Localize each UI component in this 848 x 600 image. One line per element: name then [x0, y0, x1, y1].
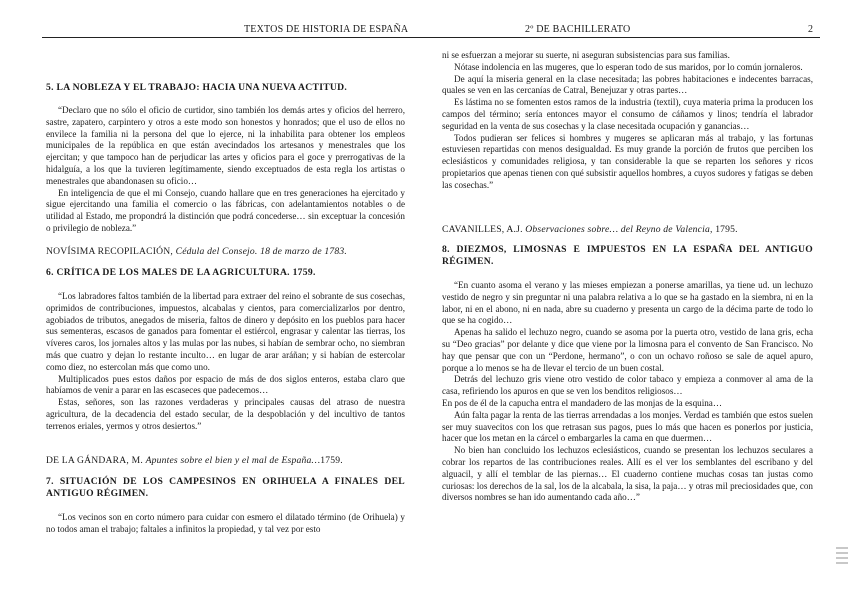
header-rule — [42, 37, 820, 38]
section-7-paragraph-1-continued: ni se esfuerzan a mejorar su suerte, ni aseguran subsistencias para sus familias. — [442, 50, 730, 60]
section-8-paragraph-5: Aún falta pagar la renta de las tierras arrendadas a los monjes. Verdad es también que estos suelen ser muy suavecitos con los que retrasan sus pagos, pues lo más que hacen es ponerlos por justicia, hacer que los metan en la cárcel o embargarles la cama en que duermen… — [442, 409, 813, 444]
section-7-source — [442, 224, 738, 236]
section-8-paragraph-1: “En cuanto asoma el verano y las mieses empiezan a ponerse amarillas, ya tiene ud. un lechuzo vestido de negro y sin preguntar ni una palabra relativa a lo que se ha gastado en la siembra, ni en la labor, ni en el abono, ni en nada, abre su cuaderno y presenta un cargo de la décima parte de todo lo que se ha cogido… — [442, 280, 813, 326]
section-7-paragraph-3: De aquí la miseria general en la clase necesitada; las pobres habitaciones e indecentes barracas, quales se ven en las cercanías de Catral, Benejuzar y otras partes… — [442, 73, 813, 96]
header-left-title: TEXTOS DE HISTORIA DE ESPAÑA — [244, 24, 409, 35]
section-7-source-author: CAVANILLES, A.J. — [442, 224, 523, 235]
scroll-grip-line — [836, 557, 848, 559]
section-8-paragraph-2: Apenas ha salido el lechuzo negro, cuando se asoma por la puerta otro, vestido de lana gris, echa su “Deo gracias” por delante y dice que viene por la limosna para el convento de San Francisco. No hay que pensar que con un “Perdone, hermano”, o con un ochavo roñoso se sale de aquel apuro, porque a lo menos se ha de llevar el tercio de un buen costal. — [442, 327, 813, 373]
page-number: 2 — [808, 24, 814, 35]
section-7-title: 7. SITUACIÓN DE LOS CAMPESINOS EN ORIHUELA A FINALES DEL ANTIGUO RÉGIMEN. — [46, 476, 405, 499]
section-5-body — [46, 105, 405, 235]
section-7-paragraph-1: “Los vecinos son en corto número para cuidar con esmero el dilatado término (de Orihuela) y no todos aman el trabajo; faltales a infinitos la propiedad, y tal vez por esto — [46, 512, 405, 534]
section-6-body — [46, 291, 405, 433]
section-7-source-year: 1795. — [715, 224, 738, 235]
section-6-title: 6. CRÍTICA DE LOS MALES DE LA AGRICULTURA. 1759. — [46, 267, 316, 278]
scroll-grip-line — [836, 552, 848, 554]
section-8-paragraph-6: No bien han concluido los lechuzos eclesiásticos, cuando se presentan los lechuzos seculares a cobrar los repartos de las contribuciones reales. Allí es el ver los semblantes del escribano y del alguacil, y allí el temblar de las piernas… El cuaderno contiene muchas cosas tan justas como curiosas: los derechos de la sal, los de la alcabala, la sisa, la paja… y otras mil preciosidades que, con diversos nombres se han ido aumentando cada año…” — [442, 445, 813, 503]
section-6-paragraph-2: Multiplicados pues estos daños por espacio de más de dos siglos enteros, estaba claro que habíamos de venir a parar en las escaseces que padecemos… — [46, 373, 405, 396]
section-6-source-year: 1759. — [320, 455, 343, 466]
section-8-paragraph-4: En pos de él de la capucha entra el mandadero de las monjas de la esquina… — [442, 397, 722, 408]
section-6-source-author: DE LA GÁNDARA, M. — [46, 455, 143, 466]
section-8-body — [442, 280, 813, 504]
scroll-grip-icon[interactable] — [836, 547, 848, 571]
section-5-paragraph-2: En inteligencia de que el mi Consejo, cuando hallare que en tres generaciones ha ejercitado y sigue ejercitando una familia el comercio o las fábricas, con adelantamientos notables o de utilidad al Estado, me propondrá la distinción que podrá concederse… sin exceptuar la concesión o privilegio de nobleza.” — [46, 187, 405, 233]
section-5-source-work: Cédula del Consejo. 18 de marzo de 1783. — [175, 246, 347, 257]
header-course: 2º DE BACHILLERATO — [525, 24, 631, 35]
section-7-paragraph-5: Todos pudieran ser felices si hombres y mugeres se aplicaran más al trabajo, y las fortunas estuviesen repartidas con menos desigualdad. Es muy grande la porción de frutos que perciben los eclesiásticos y comunidades religiosa, y tan considerable la que se reparten los señores y ricos propietarios que apenas tienen con qué subsistir aquellos hombres, a cuyos sudores y fatigas se deben las cosechas.” — [442, 132, 813, 190]
section-6-paragraph-1: “Los labradores faltos también de la libertad para extraer del reino el sobrante de sus cosechas, oprimidos de contribuciones, impuestos, alcabalas y cientos, para comercializarlos por dentro, agobiados de tributos, anegados de miseria, faltos de dinero y depósito en los pueblos para hacer sus sementeras, escasos de ganados para fomentar el estiércol, engrasar y calentar las tierras, los víveres caros, los jornales altos y las mulas por las nubes, si habían de sembrar ocho, no siembran más que cuatro y dejan lo restante inculto… en lugar de arar aráñan; y si habían de estercolar como diez, no estercolan más que como uno. — [46, 291, 405, 372]
section-7-body-continued — [442, 50, 813, 192]
section-7-source-work: Observaciones sobre… del Reyno de Valencia, — [525, 224, 713, 235]
section-5-title: 5. LA NOBLEZA Y EL TRABAJO: HACIA UNA NUEVA ACTITUD. — [46, 82, 348, 93]
section-5-source-author: NOVÍSIMA RECOPILACIÓN, — [46, 246, 173, 257]
section-6-source-work: Apuntes sobre el bien y el mal de España… — [145, 455, 321, 466]
section-7-body-start — [46, 512, 405, 536]
section-8-paragraph-3: Detrás del lechuzo gris viene otro vestido de color tabaco y empieza a conmover al ama de la casa, refiriendo los apuros en que se ven los benditos religiosos… — [442, 374, 813, 397]
section-5-paragraph-1: “Declaro que no sólo el oficio de curtidor, sino también los demás artes y oficios del herrero, sastre, zapatero, carpintero y otros a este modo son honestos y honrados; que el uso de ellos no envilece la familia ni la persona del que lo ejerce, ni la inhabilita para obtener los empleos municipales de la república en que están avecindados los artesanos y menestrales que los ejercitan; y que tampoco han de perjudicar las artes y oficios para el goce y prerrogativas de la hidalguía, a los que la tuvieren legítimamente, siendo exceptuados de esta regla los artistas o menestrales que abandonasen su oficio… — [46, 105, 405, 186]
section-6-source — [46, 455, 343, 467]
section-8-title: 8. DIEZMOS, LIMOSNAS E IMPUESTOS EN LA ESPAÑA DEL ANTIGUO RÉGIMEN. — [442, 244, 813, 267]
section-6-paragraph-3: Estas, señores, son las razones verdaderas y principales causas del atraso de nuestra agricultura, de la decadencia del estado secular, de la despoblación y del incultivo de tantos terrenos eriales, yermos y otros desiertos.” — [46, 397, 405, 431]
scroll-grip-line — [836, 562, 848, 564]
scroll-grip-line — [836, 547, 848, 549]
section-5-source — [46, 246, 347, 258]
section-7-paragraph-4: Es lástima no se fomenten estos ramos de la industria (textil), cuya materia prima la producen los campos del término; sería entonces mayor el consumo de cáñamos y linos; tendría el labrador seguridad en la venta de sus cosechas y la clase necesitada ocupación y ganancias… — [442, 97, 813, 131]
section-7-paragraph-2: Nótase indolencia en las mugeres, que lo esperan todo de sus maridos, por lo común jornaleros. — [454, 61, 803, 72]
